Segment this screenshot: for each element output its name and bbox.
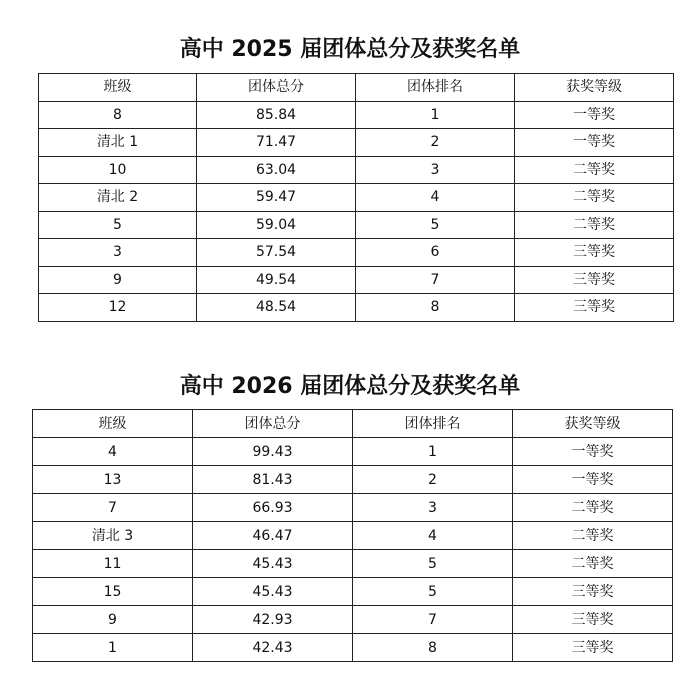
cell-total-score: 66.93	[193, 494, 353, 522]
cell-class: 10	[39, 156, 197, 184]
header-class: 班级	[33, 410, 193, 438]
cell-class: 8	[39, 101, 197, 129]
cell-award: 二等奖	[513, 550, 673, 578]
table-row	[33, 550, 673, 578]
cell-class: 1	[33, 634, 193, 662]
table-row	[39, 239, 674, 267]
cell-class: 9	[33, 606, 193, 634]
cell-rank: 5	[353, 578, 513, 606]
cell-class: 11	[33, 550, 193, 578]
table-row	[33, 494, 673, 522]
cell-class: 13	[33, 466, 193, 494]
cell-class: 5	[39, 211, 197, 239]
table-row	[39, 211, 674, 239]
header-award: 获奖等级	[515, 74, 674, 102]
cell-rank: 4	[356, 184, 515, 212]
cell-class: 4	[33, 438, 193, 466]
results-table-2026	[32, 409, 673, 662]
cell-total-score: 42.93	[193, 606, 353, 634]
cell-total-score: 57.54	[197, 239, 356, 267]
header-rank: 团体排名	[356, 74, 515, 102]
table-row	[33, 466, 673, 494]
table-row	[33, 578, 673, 606]
cell-class: 12	[39, 294, 197, 322]
cell-rank: 1	[353, 438, 513, 466]
cell-award: 一等奖	[513, 438, 673, 466]
cell-rank: 3	[353, 494, 513, 522]
table-row	[33, 438, 673, 466]
cell-rank: 5	[353, 550, 513, 578]
cell-total-score: 59.47	[197, 184, 356, 212]
cell-award: 二等奖	[513, 494, 673, 522]
table-row	[39, 156, 674, 184]
cell-award: 三等奖	[513, 606, 673, 634]
cell-award: 一等奖	[515, 129, 674, 157]
cell-total-score: 42.43	[193, 634, 353, 662]
cell-rank: 4	[353, 522, 513, 550]
cell-rank: 3	[356, 156, 515, 184]
cell-total-score: 99.43	[193, 438, 353, 466]
table-row	[39, 129, 674, 157]
cell-award: 三等奖	[515, 294, 674, 322]
cell-total-score: 45.43	[193, 578, 353, 606]
cell-award: 一等奖	[515, 101, 674, 129]
cell-rank: 5	[356, 211, 515, 239]
cell-class: 7	[33, 494, 193, 522]
header-award: 获奖等级	[513, 410, 673, 438]
cell-award: 三等奖	[513, 634, 673, 662]
cell-total-score: 81.43	[193, 466, 353, 494]
cell-class: 3	[39, 239, 197, 267]
cell-rank: 6	[356, 239, 515, 267]
cell-total-score: 59.04	[197, 211, 356, 239]
cell-rank: 2	[356, 129, 515, 157]
cell-award: 二等奖	[513, 522, 673, 550]
cell-rank: 2	[353, 466, 513, 494]
header-rank: 团体排名	[353, 410, 513, 438]
table-header-row	[33, 410, 673, 438]
table-row	[39, 266, 674, 294]
header-total-score: 团体总分	[193, 410, 353, 438]
table-header-row	[39, 74, 674, 102]
cell-rank: 7	[356, 266, 515, 294]
cell-rank: 7	[353, 606, 513, 634]
cell-class: 清北 3	[33, 522, 193, 550]
cell-total-score: 45.43	[193, 550, 353, 578]
table-title-2026: 高中 2026 届团体总分及获奖名单	[179, 374, 521, 399]
table-row	[33, 522, 673, 550]
cell-award: 三等奖	[513, 578, 673, 606]
cell-award: 二等奖	[515, 211, 674, 239]
cell-award: 三等奖	[515, 239, 674, 267]
cell-total-score: 46.47	[193, 522, 353, 550]
cell-award: 二等奖	[515, 156, 674, 184]
cell-class: 15	[33, 578, 193, 606]
cell-award: 二等奖	[515, 184, 674, 212]
cell-total-score: 48.54	[197, 294, 356, 322]
results-table-2025	[38, 73, 674, 322]
table-row	[33, 634, 673, 662]
cell-total-score: 71.47	[197, 129, 356, 157]
table-row	[33, 606, 673, 634]
cell-rank: 1	[356, 101, 515, 129]
cell-total-score: 63.04	[197, 156, 356, 184]
cell-total-score: 49.54	[197, 266, 356, 294]
cell-class: 清北 2	[39, 184, 197, 212]
cell-class: 清北 1	[39, 129, 197, 157]
header-total-score: 团体总分	[197, 74, 356, 102]
table-row	[39, 294, 674, 322]
cell-award: 一等奖	[513, 466, 673, 494]
table-title-2025: 高中 2025 届团体总分及获奖名单	[179, 37, 521, 62]
cell-total-score: 85.84	[197, 101, 356, 129]
header-class: 班级	[39, 74, 197, 102]
cell-class: 9	[39, 266, 197, 294]
cell-award: 三等奖	[515, 266, 674, 294]
table-row	[39, 184, 674, 212]
table-row	[39, 101, 674, 129]
cell-rank: 8	[356, 294, 515, 322]
cell-rank: 8	[353, 634, 513, 662]
